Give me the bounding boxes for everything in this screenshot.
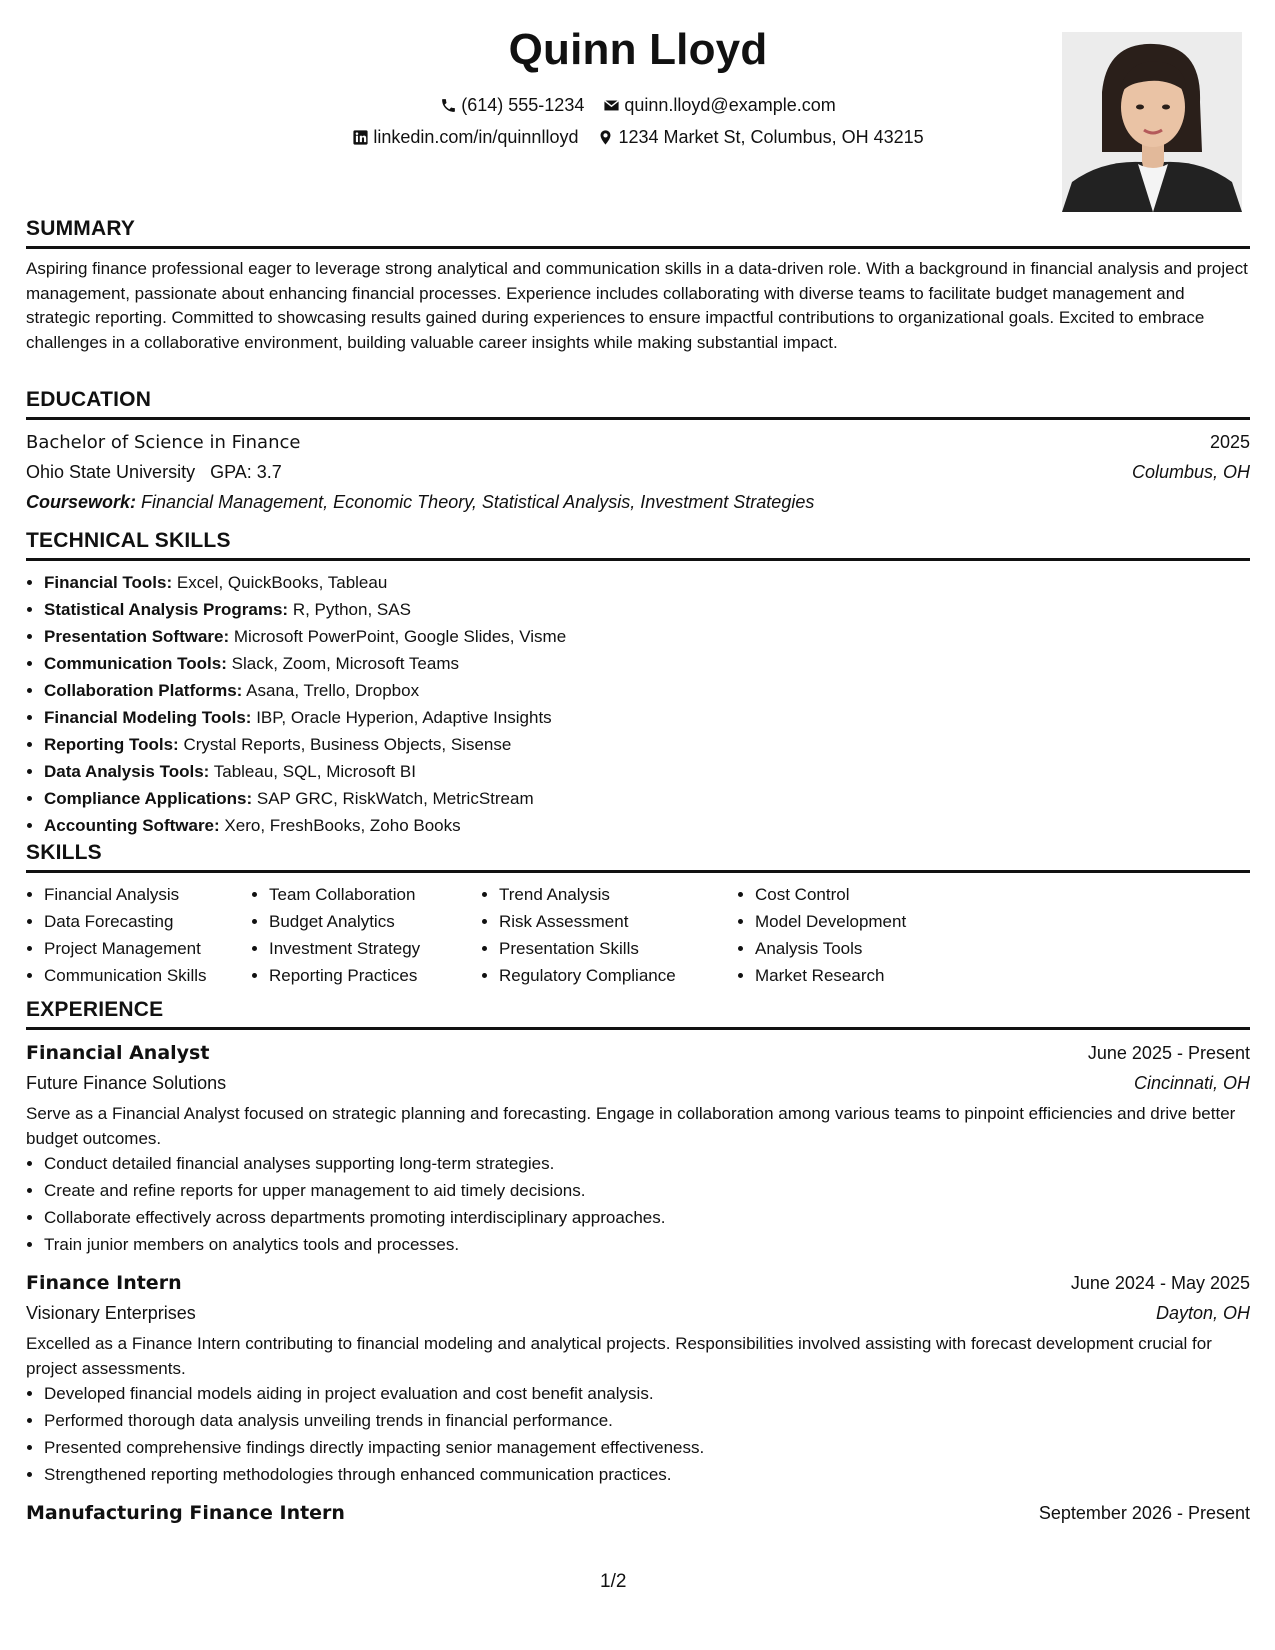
skills-section [26, 840, 1250, 989]
job-header [26, 1498, 1250, 1528]
address-text: 1234 Market St, Columbus, OH 43215 [618, 127, 924, 148]
job-entry [26, 1498, 1250, 1528]
experience-heading: EXPERIENCE [26, 997, 1250, 1030]
list-item: • Analysis Tools [755, 935, 995, 962]
list-item [44, 758, 1250, 785]
phone-text: (614) 555-1234 [461, 95, 585, 116]
list-item [44, 704, 1250, 731]
job-description: Excelled as a Finance Intern contributing to financial modeling and analytical projects. Responsibilities involved assisting with forecast development crucial for project assessments. [26, 1334, 1212, 1378]
list-item [44, 812, 1250, 839]
job-header [26, 1038, 1250, 1068]
graduation-year: 2025 [1209, 432, 1250, 452]
list-item: • Performed thorough data analysis unveiling trends in financial performance. [44, 1407, 1250, 1434]
coursework-list: Financial Management, Economic Theory, Statistical Analysis, Investment Strategies [141, 492, 815, 512]
profile-photo [1062, 32, 1242, 212]
list-item: • Team Collaboration [269, 881, 481, 908]
education-row-2 [26, 457, 1250, 487]
skill-category: Data Analysis Tools: [44, 762, 210, 781]
list-item: • Train junior members on analytics tools and processes. [44, 1231, 1250, 1258]
job-location: Cincinnati, OH [1133, 1073, 1250, 1093]
job-location: Dayton, OH [1155, 1303, 1250, 1323]
skill-values: IBP, Oracle Hyperion, Adaptive Insights [256, 708, 552, 727]
skill-values: SAP GRC, RiskWatch, MetricStream [256, 789, 534, 808]
list-item: • Conduct detailed financial analyses supporting long-term strategies. [44, 1150, 1250, 1177]
list-item: • Collaborate effectively across departments promoting interdisciplinary approaches. [44, 1204, 1250, 1231]
skills-column-4 [737, 881, 995, 989]
skill-values: Asana, Trello, Dropbox [246, 681, 420, 700]
degree: Bachelor of Science in Finance [26, 432, 301, 453]
list-item: • Financial Analysis [44, 881, 251, 908]
phone-icon [440, 97, 457, 114]
list-item: • Create and refine reports for upper management to aid timely decisions. [44, 1177, 1250, 1204]
skill-category: Financial Modeling Tools: [44, 708, 252, 727]
list-item: • Reporting Practices [269, 962, 481, 989]
summary-section [26, 216, 1250, 355]
email-text: quinn.lloyd@example.com [624, 95, 836, 116]
technical-skills-heading: TECHNICAL SKILLS [26, 528, 1250, 561]
job-dates: June 2025 - Present [1087, 1043, 1250, 1063]
skills-column-3 [481, 881, 737, 989]
list-item: • Investment Strategy [269, 935, 481, 962]
list-item: • Cost Control [755, 881, 995, 908]
list-item: • Budget Analytics [269, 908, 481, 935]
skill-category: Presentation Software: [44, 627, 230, 646]
skills-grid [26, 881, 1250, 989]
job-header [26, 1268, 1250, 1298]
list-item [44, 731, 1250, 758]
list-item [44, 569, 1250, 596]
job-bullets [26, 1380, 1250, 1488]
education-heading: EDUCATION [26, 387, 1250, 420]
skill-category: Statistical Analysis Programs: [44, 600, 289, 619]
school-line [26, 457, 282, 487]
linkedin-icon [352, 129, 369, 146]
job-bullets [26, 1150, 1250, 1258]
list-item: • Developed financial models aiding in project evaluation and cost benefit analysis. [44, 1380, 1250, 1407]
job-company: Future Finance Solutions [26, 1073, 227, 1093]
linkedin-text: linkedin.com/in/quinnlloyd [373, 127, 579, 148]
skill-category: Reporting Tools: [44, 735, 179, 754]
job-title: Financial Analyst [26, 1042, 210, 1064]
list-item: • Communication Skills [44, 962, 251, 989]
list-item: • Presented comprehensive findings directly impacting senior management effectiveness. [44, 1434, 1250, 1461]
skill-category: Accounting Software: [44, 816, 220, 835]
list-item [44, 596, 1250, 623]
skill-category: Compliance Applications: [44, 789, 253, 808]
list-item: • Regulatory Compliance [499, 962, 737, 989]
address-contact [597, 125, 923, 149]
list-item: • Risk Assessment [499, 908, 737, 935]
linkedin-contact[interactable] [352, 125, 578, 149]
list-item [44, 650, 1250, 677]
technical-skills-section [26, 528, 1250, 839]
page-number: 1/2 [600, 1571, 627, 1592]
skill-category: Collaboration Platforms: [44, 681, 243, 700]
technical-skills-list [26, 569, 1250, 839]
list-item: • Model Development [755, 908, 995, 935]
school-location: Columbus, OH [1131, 462, 1250, 482]
list-item [44, 785, 1250, 812]
summary-text: Aspiring finance professional eager to leverage strong analytical and communication skills in a data-driven role. With a background in financial analysis and project management, passionate about enhancing financial processes. Experience includes collaborating with diverse teams to facilitate budget management and strategic reporting. Committed to showcasing results gained during experiences to ensure impactful contributions to organizational goals. Excited to embrace challenges in a collaborative environment, building valuable career insights while making substantial impact. [26, 259, 1248, 352]
skill-values: Xero, FreshBooks, Zoho Books [224, 816, 461, 835]
job-title: Manufacturing Finance Intern [26, 1502, 345, 1524]
list-item: • Strengthened reporting methodologies through enhanced communication practices. [44, 1461, 1250, 1488]
candidate-name: Quinn Lloyd [508, 25, 768, 74]
map-pin-icon [597, 129, 614, 146]
list-item [44, 677, 1250, 704]
summary-heading: SUMMARY [26, 216, 1250, 249]
job-subheader [26, 1068, 1250, 1098]
job-description: Serve as a Financial Analyst focused on strategic planning and forecasting. Engage in collaboration among various teams to pinpoint efficiencies and drive better budget outcomes. [26, 1104, 1236, 1148]
skill-values: Excel, QuickBooks, Tableau [176, 573, 388, 592]
job-entry [26, 1268, 1250, 1488]
job-company: Visionary Enterprises [26, 1303, 196, 1323]
education-row-1 [26, 428, 1250, 457]
resume-header [26, 22, 1250, 222]
job-dates: June 2024 - May 2025 [1070, 1273, 1250, 1293]
list-item: • Market Research [755, 962, 995, 989]
skill-values: Microsoft PowerPoint, Google Slides, Visme [233, 627, 567, 646]
skills-column-1 [26, 881, 251, 989]
job-entry [26, 1038, 1250, 1258]
school-name: Ohio State University [26, 462, 196, 482]
job-subheader [26, 1298, 1250, 1328]
skill-category: Communication Tools: [44, 654, 227, 673]
list-item [44, 623, 1250, 650]
job-title: Finance Intern [26, 1272, 182, 1294]
list-item: • Data Forecasting [44, 908, 251, 935]
skills-heading: SKILLS [26, 840, 1250, 873]
list-item: • Trend Analysis [499, 881, 737, 908]
phone-contact [440, 93, 584, 117]
skill-values: Tableau, SQL, Microsoft BI [213, 762, 416, 781]
gpa: GPA: 3.7 [210, 462, 282, 482]
email-contact[interactable] [603, 93, 835, 117]
skill-category: Financial Tools: [44, 573, 173, 592]
experience-section [26, 997, 1250, 1528]
job-dates: September 2026 - Present [1038, 1503, 1250, 1523]
skill-values: Crystal Reports, Business Objects, Sisense [183, 735, 512, 754]
list-item: • Project Management [44, 935, 251, 962]
envelope-icon [603, 97, 620, 114]
skills-column-2 [251, 881, 481, 989]
skill-values: Slack, Zoom, Microsoft Teams [231, 654, 459, 673]
education-section [26, 387, 1250, 517]
list-item: • Presentation Skills [499, 935, 737, 962]
coursework [26, 487, 1250, 517]
skill-values: R, Python, SAS [292, 600, 411, 619]
portrait-illustration [1062, 32, 1242, 212]
coursework-label: Coursework: [26, 492, 137, 512]
